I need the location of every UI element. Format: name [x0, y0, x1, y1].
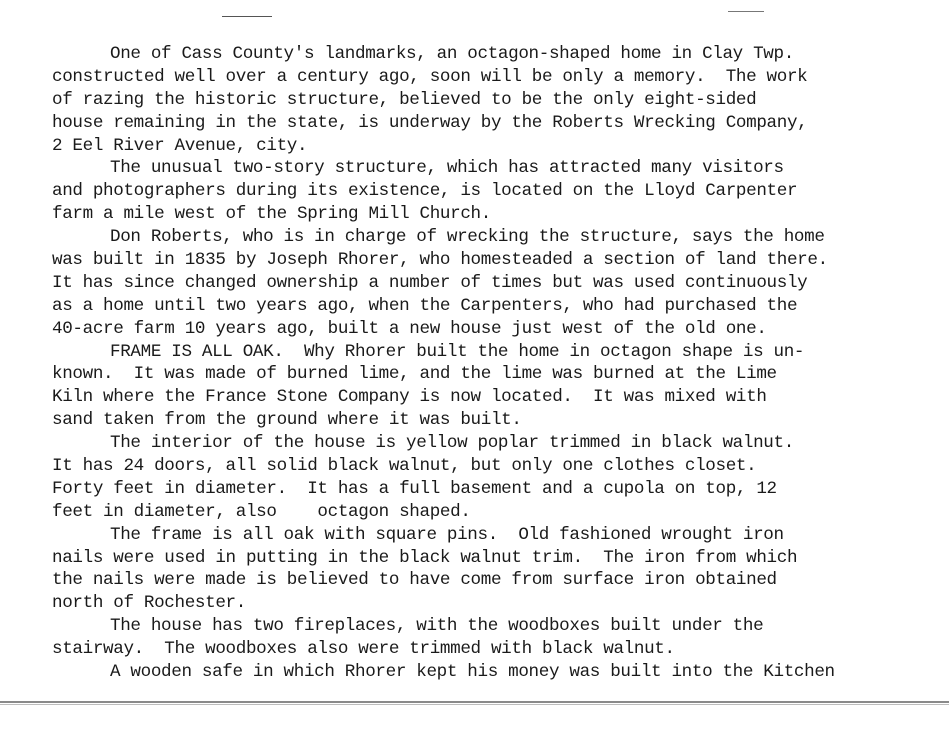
text-line: Forty feet in diameter. It has a full basement and a cupola on top, 12	[52, 478, 777, 499]
text-line: The house has two fireplaces, with the woodboxes built under the	[110, 616, 764, 637]
text-line: north of Rochester.	[52, 593, 246, 614]
article-body	[52, 43, 932, 684]
text-line: 40-acre farm 10 years ago, built a new house just west of the old one.	[52, 318, 767, 339]
text-line: Kiln where the France Stone Company is now located. It was mixed with	[52, 387, 767, 408]
text-line: A wooden safe in which Rhorer kept his money was built into the Kitchen	[110, 662, 835, 683]
text-line: house remaining in the state, is underway by the Roberts Wrecking Company,	[52, 112, 808, 133]
text-line: of razing the historic structure, believed to be the only eight-sided	[52, 89, 757, 110]
text-line: and photographers during its existence, is located on the Lloyd Carpenter	[52, 181, 798, 202]
page-bottom-edge-shadow	[0, 704, 949, 705]
text-line: The interior of the house is yellow poplar trimmed in black walnut.	[110, 433, 794, 454]
text-line: was built in 1835 by Joseph Rhorer, who homesteaded a section of land there.	[52, 250, 828, 271]
text-line: FRAME IS ALL OAK. Why Rhorer built the home in octagon shape is un-	[110, 341, 805, 362]
top-right-scan-mark	[728, 11, 764, 12]
text-line: It has since changed ownership a number of times but was used continuously	[52, 272, 808, 293]
page-bottom-edge	[0, 701, 949, 703]
text-line: The unusual two-story structure, which has attracted many visitors	[110, 158, 784, 179]
text-line: 2 Eel River Avenue, city.	[52, 135, 308, 156]
text-line: farm a mile west of the Spring Mill Church.	[52, 204, 491, 225]
text-line: constructed well over a century ago, soon will be only a memory. The work	[52, 66, 808, 87]
text-line: feet in diameter, also octagon shaped.	[52, 501, 471, 522]
text-line: stairway. The woodboxes also were trimmed with black walnut.	[52, 639, 675, 660]
text-line: as a home until two years ago, when the Carpenters, who had purchased the	[52, 295, 798, 316]
text-line: It has 24 doors, all solid black walnut, but only one clothes closet.	[52, 456, 757, 477]
text-line: sand taken from the ground where it was built.	[52, 410, 522, 431]
text-line: nails were used in putting in the black walnut trim. The iron from which	[52, 547, 798, 568]
text-line: known. It was made of burned lime, and the lime was burned at the Lime	[52, 364, 777, 385]
text-line: One of Cass County's landmarks, an octagon-shaped home in Clay Twp.	[110, 44, 794, 64]
top-left-scan-mark	[222, 16, 272, 17]
text-line: The frame is all oak with square pins. Old fashioned wrought iron	[110, 524, 784, 545]
text-line: the nails were made is believed to have come from surface iron obtained	[52, 570, 777, 591]
text-line: Don Roberts, who is in charge of wrecking the structure, says the home	[110, 227, 825, 248]
